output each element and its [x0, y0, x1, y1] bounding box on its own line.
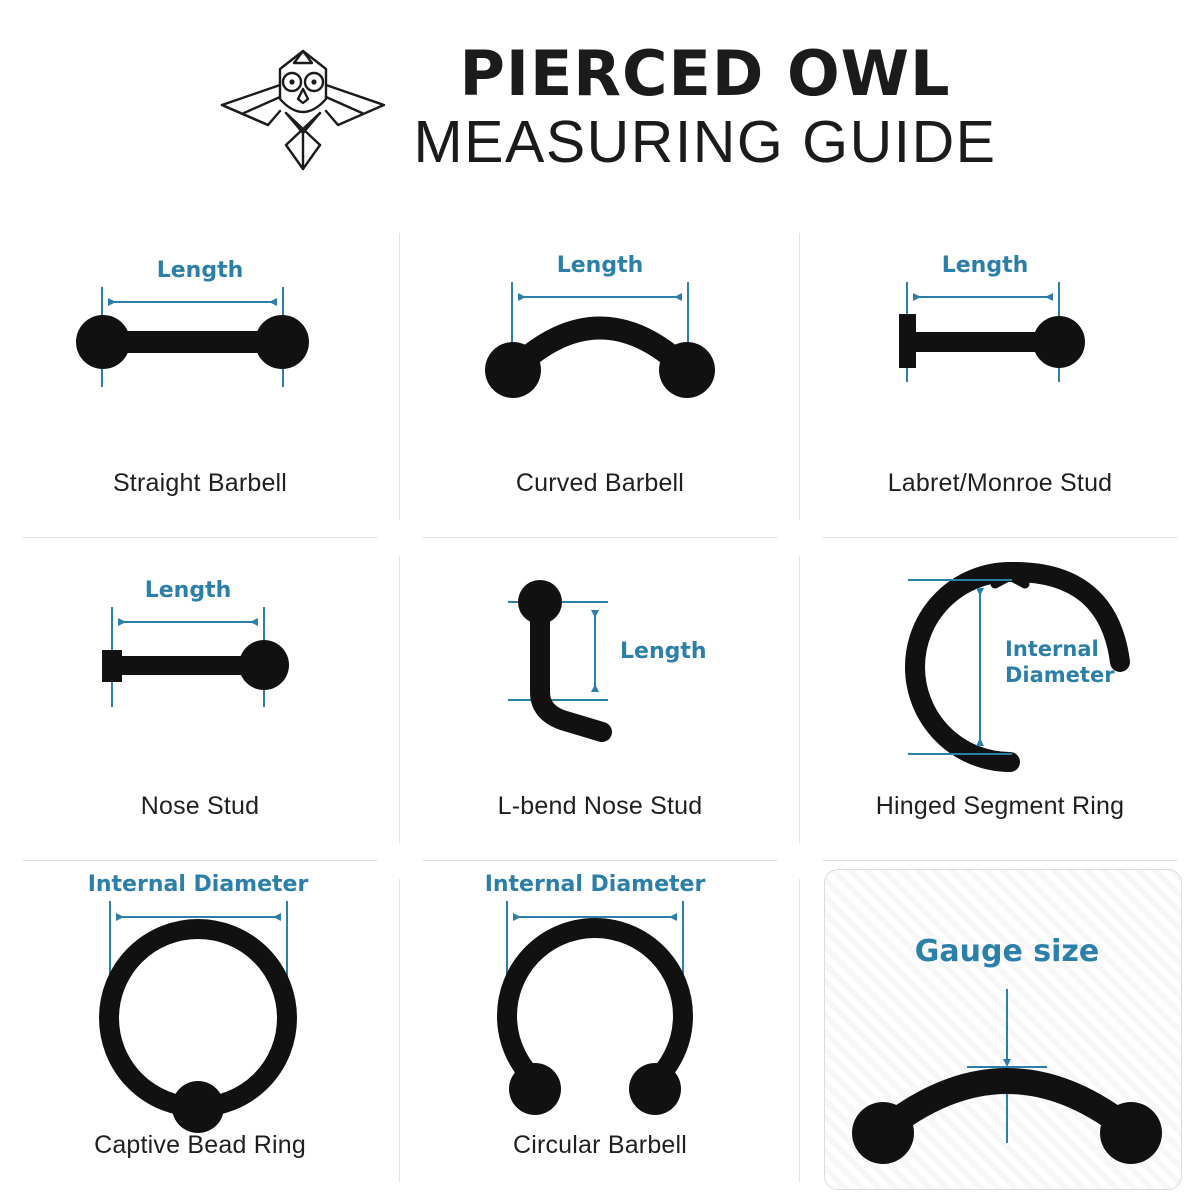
diagram-cell-hinged-segment-ring	[800, 538, 1200, 861]
dimension-label-length: Length	[556, 253, 644, 278]
dimension-label-internal-line1: Internal	[1005, 637, 1099, 661]
curved-barbell-icon	[400, 215, 800, 469]
item-label-nose-stud: Nose Stud	[140, 792, 260, 820]
diagram-cell-labret-monroe-stud	[800, 215, 1200, 538]
item-label-l-bend-nose-stud: L-bend Nose Stud	[497, 792, 703, 820]
circular-barbell-icon	[400, 861, 800, 1131]
dimension-label-length: Length	[156, 258, 244, 283]
jewelry-measurement-grid	[0, 215, 1200, 1200]
title-line-2: MEASURING GUIDE	[413, 109, 997, 175]
straight-barbell-icon	[0, 215, 400, 469]
diagram-cell-nose-stud	[0, 538, 400, 861]
dimension-label-length: Length	[941, 253, 1029, 278]
dimension-label-internal-line2: Diameter	[1005, 663, 1115, 687]
owl-logo-icon	[203, 28, 403, 188]
item-label-labret-monroe-stud: Labret/Monroe Stud	[887, 469, 1113, 497]
dimension-label-length: Length	[144, 578, 232, 603]
diagram-cell-straight-barbell	[0, 215, 400, 538]
page-title	[413, 37, 997, 175]
nose-stud-icon	[0, 538, 400, 792]
page-header	[0, 0, 1200, 215]
dimension-label-internal-diameter: Internal Diameter	[484, 872, 706, 897]
item-label-straight-barbell: Straight Barbell	[112, 469, 288, 497]
item-label-circular-barbell: Circular Barbell	[512, 1131, 688, 1159]
diagram-cell-captive-bead-ring	[0, 861, 400, 1200]
hinged-segment-ring-icon	[800, 538, 1200, 792]
captive-bead-ring-icon	[0, 861, 400, 1131]
l-bend-nose-stud-icon	[400, 538, 800, 792]
dimension-label-length: Length	[620, 639, 707, 664]
item-label-captive-bead-ring: Captive Bead Ring	[94, 1131, 306, 1159]
gauge-size-icon	[800, 861, 1200, 1200]
diagram-cell-circular-barbell	[400, 861, 800, 1200]
item-label-hinged-segment-ring: Hinged Segment Ring	[875, 792, 1125, 820]
labret-stud-icon	[800, 215, 1200, 469]
diagram-cell-gauge-size	[800, 861, 1200, 1200]
diagram-cell-l-bend-nose-stud	[400, 538, 800, 861]
diagram-cell-curved-barbell	[400, 215, 800, 538]
dimension-label-internal-diameter: Internal Diameter	[87, 872, 309, 897]
dimension-label-gauge-size: Gauge size	[914, 933, 1100, 969]
item-label-curved-barbell: Curved Barbell	[515, 469, 685, 497]
title-line-1: PIERCED OWL	[459, 37, 951, 110]
